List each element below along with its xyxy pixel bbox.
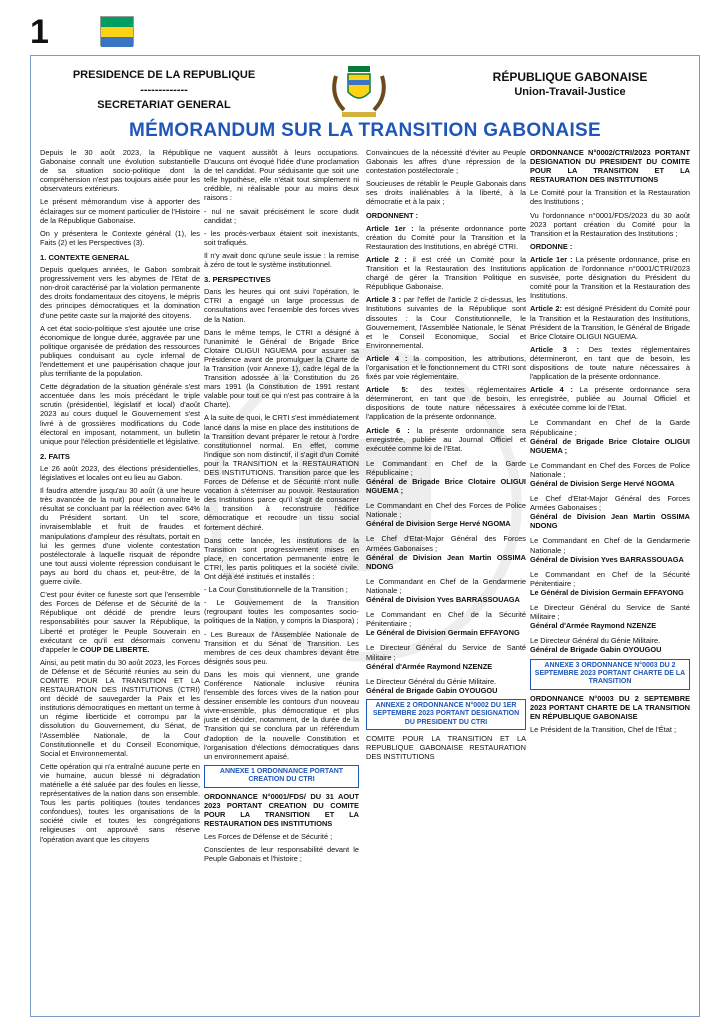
signatory: [530, 418, 690, 454]
article: [530, 345, 690, 381]
ordinance-title: ORDONNANCE N°0003 DU 2 SEPTEMBRE 2023 PORTANT CHARTE DE LA TRANSITION EN RÉPUBLIQUE GABONAISE: [530, 693, 690, 721]
paragraph: Ainsi, au petit matin du 30 août 2023, les Forces de Défense et de Sécurité réunies au sein du COMITE POUR LA TRANSITION ET LA RESTAURATION DES INSTITUTIONS (CTRI) ont décidé de sauvegarder la Paix et les institutions démocratiques en mettant un terme à un régime liberticide et corrompu par la dissolution du Gouvernement, du Sénat, de l'Assemblée Nationale, de la Cour Constitutionnelle et du Conseil Economique, Social et Environnemental.: [40, 657, 200, 758]
paragraph: - Les Bureaux de l'Assemblée Nationale de Transition et du Sénat de Transition. Les membres de ces deux chambres devant être désignés sous peu.: [204, 629, 359, 666]
signatory-name: Général de Brigade Brice Clotaire OLIGUI NGUEMA ;: [530, 436, 690, 455]
signatory-name: Général de Division Jean Martin OSSIMA NDONG: [366, 552, 526, 571]
paragraph: Depuis le 30 août 2023, la République Gabonaise connaît une évolution substantielle de sa situation socio-politique dont la compréhension n'est pas toujours aisée pour les observateurs extérieurs.: [40, 148, 200, 194]
paragraph: - nul ne savait précisément le score dudit candidat ;: [204, 206, 359, 225]
signatory: [530, 461, 690, 488]
signatory: [530, 570, 690, 597]
annex-3-box: ANNEXE 3 ORDONNANCE N°0003 DU 2 SEPTEMBRE 2023 PORTANT CHARTE DE LA TRANSITION: [530, 659, 690, 690]
page-number: 1: [30, 13, 49, 51]
paragraph: A cet état socio-politique s'est ajoutée une crise économique de longue durée, aggravée par une politique organisée de prédation des ressources publiques conduisant au cycle infernal de l'endettement et une paupérisation chaque jour plus terrifiante de la population.: [40, 323, 200, 379]
signatory-name: Général de Brigade Brice Clotaire OLIGUI NGUEMA ;: [366, 477, 526, 496]
page-title: MÉMORANDUM SUR LA TRANSITION GABONAISE: [129, 120, 601, 141]
signatory-name: Le Général de Division Germain EFFAYONG: [530, 587, 684, 597]
column-4: [530, 148, 690, 1012]
article-text: est désigné Président du Comité pour la Transition et la Restauration des Institutions, Président de la Transition, le Général de Brigade Brice Clotaire OLIGUI NGUEMA.: [530, 304, 690, 341]
emphasis: COUP DE LIBERTE.: [80, 644, 150, 654]
signatory-name: Général de Brigade Gabin OYOUGOU: [530, 645, 662, 655]
paragraph: Depuis quelques années, le Gabon sombrait progressivement vers les abymes de l'Etat de non-droit caractérisé par la violation permanente des droits fondamentaux des citoyens, le mépris des principes démocratiques et la domination d'une petite caste sur la majorité des citoyens.: [40, 265, 200, 320]
article-label: Article 4 :: [530, 385, 573, 395]
signatory-role: Le Commandant en Chef de la Garde Républicaine ;: [366, 458, 526, 477]
article-label: Article 1er :: [366, 223, 414, 233]
header-presidence: [64, 68, 264, 113]
article: [366, 224, 526, 251]
signatory: [530, 494, 690, 530]
signatory: [366, 677, 526, 695]
article-label: Article 2 :: [366, 254, 407, 264]
article-label: Article 3 :: [530, 344, 580, 354]
header-left-line2: -------------: [140, 84, 188, 96]
article: [530, 255, 690, 300]
column-3: [366, 148, 526, 1012]
article-text: des textes réglementaires détermineront, en tant que de besoin, les dispositions de toute nature nécessaires à l'application de la présente ordonnance.: [366, 385, 526, 422]
paragraph: Dans le même temps, le CTRI a désigné à l'unanimité le Général de Brigade Brice Clotaire OLIGUI NGUEMA pour assurer sa Présidence avant de promulguer la Charte de la Transition (voir Annexe 1), cadre légal de la Transition adossée à la Constitution du 26 mars 1991 (la Constitution de 1991 restant valable pour tout ce qui n'est pas contraire à la Charte).: [204, 327, 359, 410]
signatory: [366, 534, 526, 570]
article-text: La présente ordonnance sera enregistrée, publiée au Journal Officiel et exécutée comme loi de l'Etat.: [530, 385, 690, 413]
ordinance-title: ORDONNANCE N°0001/FDS/ DU 31 AOUT 2023 PORTANT CREATION DU COMITE POUR LA TRANSITION ET LA RESTAURATION DES INSTITUTIONS: [204, 791, 359, 828]
column-1: [40, 148, 200, 1012]
header-right-line1: RÉPUBLIQUE GABONAISE: [492, 70, 648, 84]
annex-1-box: ANNEXE 1 ORDONNANCE PORTANT CREATION DU CTRI: [204, 765, 359, 788]
signatory: [366, 577, 526, 604]
paragraph: A la suite de quoi, le CRTI s'est immédiatement lancé dans la mise en place des institutions de la Transition devant préparer le retour à l'ordre constitutionnel normal. En effet, comme l'indique son nom distinctif, il s'agit d'un Comité pour la TRANSITION et la RESTAURATION DES INSTITUTIONS. Transition parce que les Forces de Défense et de Sécurité n'ont nulle vocation à s'éterniser au pouvoir. Restauration des Institutions parce qu'il s'agit de consacrer la transition à reconstruire l'édifice démocratique et recoudre un tissu social fortement déchiré.: [204, 413, 359, 532]
signatory-role: Le Commandant en Chef de la Gendarmerie Nationale ;: [366, 576, 526, 595]
signatory-name: Général de Brigade Gabin OYOUGOU: [366, 685, 498, 695]
ordinance-title: ORDONNANCE N°0002/CTRI/2023 PORTANT DESIGNATION DU PRESIDENT DU COMITE POUR LA TRANSITION ET LA RESTAURATION DES INSTITUTIONS: [530, 148, 690, 185]
article-label: Article 5:: [366, 385, 409, 395]
paragraph: Dans les heures qui ont suivi l'opération, le CTRI a engagé un large processus de consultations avec l'ensemble des forces vives de la Nation.: [204, 287, 359, 324]
signatory: [530, 636, 690, 654]
paragraph: Conscientes de leur responsabilité devant le Peuple Gabonais et l'histoire ;: [204, 845, 359, 864]
signatory-role: Le Chef d'Etat-Major Général des Forces Armées Gabonaises ;: [530, 494, 690, 513]
signatory-role: Le Commandant en Chef de la Gendarmerie Nationale ;: [530, 536, 690, 555]
signatory-role: Le Directeur Général du Génie Militaire.: [530, 636, 661, 646]
header-left-line1: PRESIDENCE DE LA REPUBLIQUE: [72, 69, 256, 81]
paragraph: Les Forces de Défense et de Sécurité ;: [204, 832, 333, 841]
article-text: La présente ordonnance, prise en application de l'ordonnance n°0001/CTRI/2023 susvisée, porte désignation du Président du comité pour la Transition et la Restauration des Institutions.: [530, 254, 690, 301]
paragraph: - les procès-verbaux étaient soit inexistants, soit trafiqués.: [204, 228, 359, 247]
signatory-role: Le Commandant en Chef de la Sécurité Pénitentiaire ;: [366, 610, 526, 629]
paragraph: COMITE POUR LA TRANSITION ET LA REPUBLIQUE GABONAISE RESTAURATION DES INSTITUTIONS: [366, 734, 526, 762]
article: [530, 385, 690, 412]
header-republique: [470, 70, 670, 100]
section-heading: 2. FAITS: [40, 451, 70, 461]
article-text: Des textes réglementaires détermineront, en tant que de besoin, les dispositions de toute nature nécessaires à l'application de la présente ordonnance.: [530, 344, 690, 382]
article-label: Article 4 :: [366, 353, 408, 363]
ordonne-heading: ORDONNE :: [530, 241, 573, 251]
article: [366, 385, 526, 421]
paragraph: Convaincues de la nécessité d'éviter au Peuple Gabonais les affres d'une répression de la contestation postélectorale ;: [366, 148, 526, 176]
coat-of-arms-icon: [328, 58, 390, 120]
signatory-name: Général d'Armée Raymond NZENZE: [366, 661, 493, 671]
paragraph: Le Président de la Transition, Chef de l'État ;: [530, 725, 677, 734]
signatory-name: Général de Division Serge Hervé NGOMA: [530, 479, 675, 488]
signatory-name: Général de Division Yves BARRASSOUAGA: [530, 554, 684, 564]
header-motto: Union-Travail-Justice: [514, 86, 626, 98]
signatory-name: Général de Division Serge Hervé NGOMA: [366, 519, 511, 529]
text: C'est pour éviter ce funeste sort que l'ensemble des Forces de Défense et de Sécurité de la République ont décidé de prendre leurs responsabilités pour sauver la République, la Liberté et protéger le Peuple Souverain en exécutant ce qu'il est désormais convenu d'appeler le: [40, 590, 200, 654]
signatory: [530, 603, 690, 630]
signatory-role: Le Directeur Général du Service de Santé Militaire ;: [366, 643, 526, 662]
article-label: Article 6 :: [366, 425, 410, 435]
column-2: [204, 148, 359, 1012]
paragraph: Cette dégradation de la situation générale s'est accentuée dans les mois précédant le triple scrutin (présidentiel, législatif et local) d'août 2023 au cours duquel le Gouvernement s'est livré à de grossières modifications du Code électoral en imposant, notamment, un bulletin unique pour l'élection présidentielle et législative.: [40, 382, 200, 446]
signatory-role: Le Directeur Général du Génie Militaire.: [366, 676, 497, 686]
article-label: Article 2:: [530, 304, 563, 314]
article-label: Article 1er :: [530, 254, 573, 264]
signatory-name: Le Général de Division Germain EFFAYONG: [366, 628, 520, 638]
signatory: [366, 643, 526, 670]
paragraph: ne vaquent aussitôt à leurs occupations. D'aucuns ont évoqué l'idée d'une proclamation de tel candidat. Pour séduisante que soit une telle hypothèse, elle n'était tout simplement ni crédible, ni réalisable pour au moins deux raisons :: [204, 148, 359, 203]
article-text: il est créé un Comité pour la Transition et la Restauration des Institutions chargé de gérer la Transition Politique en République Gabonaise.: [366, 254, 526, 292]
article-text: par l'effet de l'article 2 ci-dessus, les Institutions suivantes de la République sont dissoutes : la Cour Constitutionnelle, le Gouvernement, l'Assemblée Nationale, le Sénat et le Conseil Economique, Social et Environnemental.: [366, 295, 526, 350]
ordonnent-heading: ORDONNENT :: [366, 210, 419, 220]
article: [366, 255, 526, 291]
paragraph: Cette opération qui n'a entraîné aucune perte en vie humaine, aucun blessé ni dégradation matérielle a été saluée par des foules en liesse, représentatives de la nation dans son ensemble. Tous les partis politiques (toutes tendances confondues), toutes les organisations de la société civile et toutes les congrégations religieuses ont approuvé sans réserve l'opération avant que les citoyens: [40, 761, 200, 844]
signatory-role: Le Commandant en Chef des Forces de Police Nationale ;: [366, 501, 526, 520]
signatory-role: Le Commandant en Chef de la Garde Républicaine ;: [530, 418, 690, 437]
paragraph: Dans les mois qui viennent, une grande Conférence Nationale inclusive réunira l'ensemble des forces vives de la nation pour dessiner ensemble les contours d'un nouveau vivre-ensemble, plus démocratique et plus juste et décider, notamment, de la durée de la Transition qui se conclura par un référendum d'adoption de la nouvelle Constitution et l'organisation d'élections démocratiques dans un environnement apaisé.: [204, 669, 359, 761]
signatory-name: Général d'Armée Raymond NZENZE: [530, 621, 657, 631]
paragraph: - La Cour Constitutionnelle de la Transition ;: [204, 585, 348, 595]
section-heading: 3. PERSPECTIVES: [204, 275, 271, 285]
signatory-role: Le Directeur Général du Service de Santé Militaire ;: [530, 603, 690, 622]
paragraph: - Le Gouvernement de la Transition (regroupant toutes les composantes socio-politiques de la Nation, y compris la Diaspora) ;: [204, 598, 359, 626]
article-label: Article 3 :: [366, 295, 402, 305]
article: [366, 426, 526, 453]
signatory: [366, 459, 526, 495]
paragraph: Soucieuses de rétablir le Peuple Gabonais dans ses droits inaliénables à la liberté, à la démocratie et à la paix ;: [366, 179, 526, 207]
article: [366, 354, 526, 381]
section-heading: 1. CONTEXTE GENERAL: [40, 252, 130, 262]
paragraph: Dans cette lancée, les institutions de la Transition sont progressivement mises en place, en concertation permanente entre le CTRI, les partis politiques et la société civile. Ont déjà été institués et installés :: [204, 535, 359, 582]
article-text: la présente ordonnance porte création du Comité pour la Transition et la Restauration des Institutions, en abrégé CTRI.: [366, 223, 526, 251]
header-left-line3: SECRETARIAT GENERAL: [97, 99, 231, 111]
signatory-name: Général de Division Yves BARRASSOUAGA: [366, 595, 520, 605]
paragraph: On y présentera le Contexte général (1), les Faits (2) et les Perspectives (3).: [40, 228, 200, 247]
paragraph: [40, 590, 200, 654]
paragraph: Le présent mémorandum vise à apporter des éclairages sur ce moment particulier de l'Histoire de la République Gabonaise.: [40, 197, 200, 225]
gabon-flag-icon: [100, 16, 134, 46]
article-text: la composition, les attributions, l'organisation et le fonctionnement du CTRI sont fixés par voie réglementaire.: [366, 353, 526, 382]
signatory: [530, 536, 690, 563]
annex-2-box: ANNEXE 2 ORDONNANCE N°0002 DU 1ER SEPTEMBRE 2023 PORTANT DESIGNATION DU PRESIDENT DU CTRI: [366, 699, 526, 730]
paragraph: Vu l'ordonnance n°0001/FDS/2023 du 30 août 2023 portant création du Comité pour la Transition et la Restauration des Institutions ;: [530, 210, 690, 238]
signatory: [366, 610, 526, 637]
article-text: la présente ordonnance sera enregistrée, publiée au Journal Officiel et exécutée comme loi de l'Etat.: [366, 425, 526, 453]
paragraph: Il n'y avait donc qu'une seule issue : la remise à zéro de tout le système institutionnel.: [204, 250, 359, 270]
signatory-role: Le Commandant en Chef de la Sécurité Pénitentiaire ;: [530, 569, 690, 588]
signatory-role: Le Commandant en Chef des Forces de Police Nationale ;: [530, 460, 690, 479]
article: [530, 304, 690, 340]
paragraph: Il faudra attendre jusqu'au 30 août (à une heure très avancée de la nuit) pour en connaître le résultat se concluant par la réélection avec 64% du Président sortant. Un tel score, invraisemblable et fruit de fraudes et manipulations d'ampleur des résultats, portait en lui les germes d'une violente contestation postélectorale à laquelle risquait de répondre une tout aussi violente répression conduisant le pays au bord du chaos et, peut-être, de la guerre civile.: [40, 486, 200, 587]
signatory-role: Le Chef d'Etat-Major Général des Forces Armées Gabonaises ;: [366, 534, 526, 553]
signatory-name: Général de Division Jean Martin OSSIMA NDONG: [530, 512, 690, 531]
paragraph: Le Comité pour la Transition et la Restauration des Institutions ;: [530, 188, 690, 207]
article: [366, 295, 526, 350]
signatory: [366, 501, 526, 528]
paragraph: Le 26 août 2023, des élections présidentielles, législatives et locales ont eu lieu au Gabon.: [40, 463, 200, 482]
